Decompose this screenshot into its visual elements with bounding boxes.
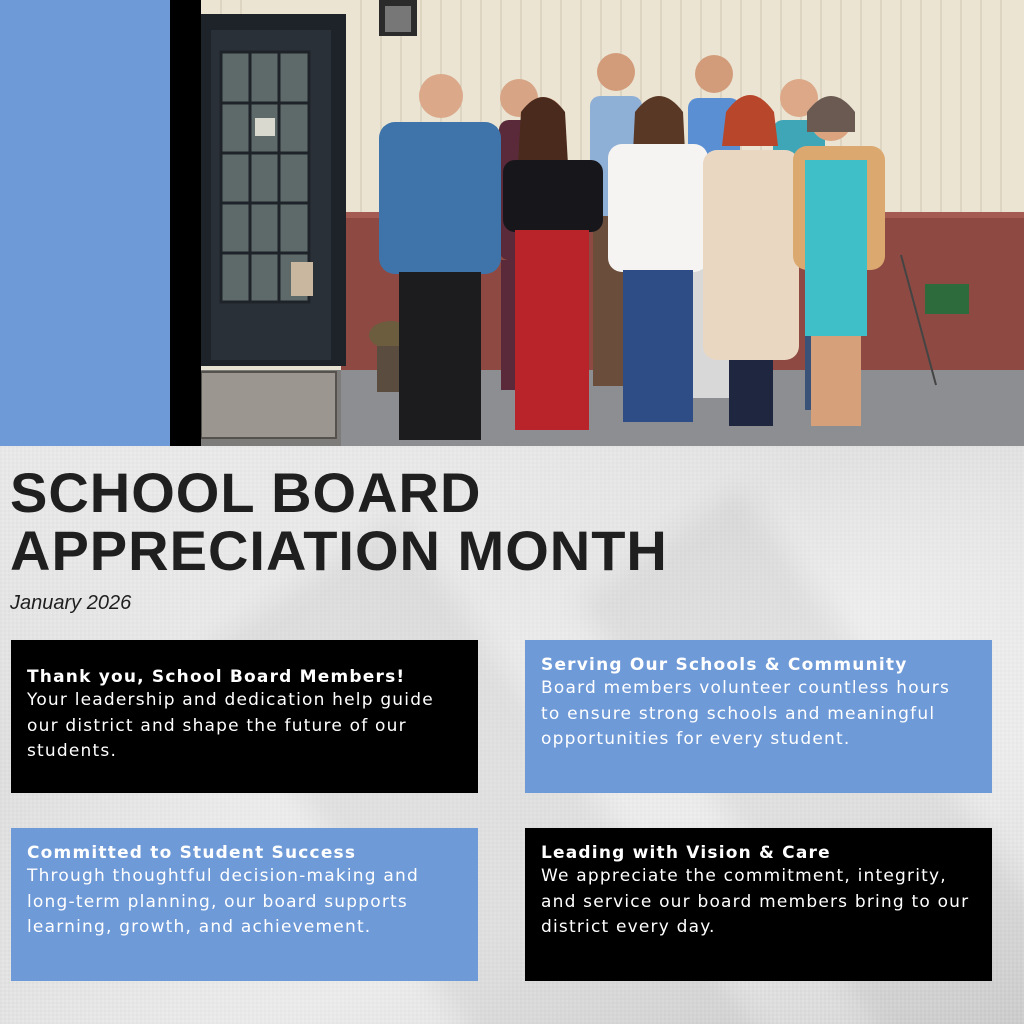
title-line-2: APPRECIATION MONTH bbox=[10, 519, 668, 582]
card-student-success bbox=[11, 828, 478, 981]
page-title bbox=[10, 461, 668, 582]
group-photo bbox=[201, 0, 1024, 446]
card-serving bbox=[525, 640, 992, 793]
card-thank-you bbox=[11, 640, 478, 793]
date-label: January 2026 bbox=[10, 592, 132, 614]
title-line-1: SCHOOL BOARD bbox=[10, 461, 482, 524]
person-figure bbox=[608, 96, 708, 422]
black-accent-strip bbox=[170, 0, 201, 446]
card-title: Committed to Student Success bbox=[27, 843, 357, 863]
card-body: Board members volunteer countless hours to ensure strong schools and meaningful opportunities for every student. bbox=[541, 678, 951, 749]
card-title: Leading with Vision & Care bbox=[541, 843, 831, 863]
card-body: Through thoughtful decision-making and long-term planning, our board supports learning, growth, and achievement. bbox=[27, 866, 419, 937]
card-title: Thank you, School Board Members! bbox=[27, 667, 406, 687]
card-body: Your leadership and dedication help guide our district and shape the future of our students. bbox=[27, 690, 434, 761]
group-photo-illustration bbox=[201, 0, 1024, 446]
blue-accent-panel bbox=[0, 0, 170, 446]
card-body: We appreciate the commitment, integrity, and service our board members bring to our district every day. bbox=[541, 866, 970, 937]
card-vision bbox=[525, 828, 992, 981]
card-title: Serving Our Schools & Community bbox=[541, 655, 908, 675]
